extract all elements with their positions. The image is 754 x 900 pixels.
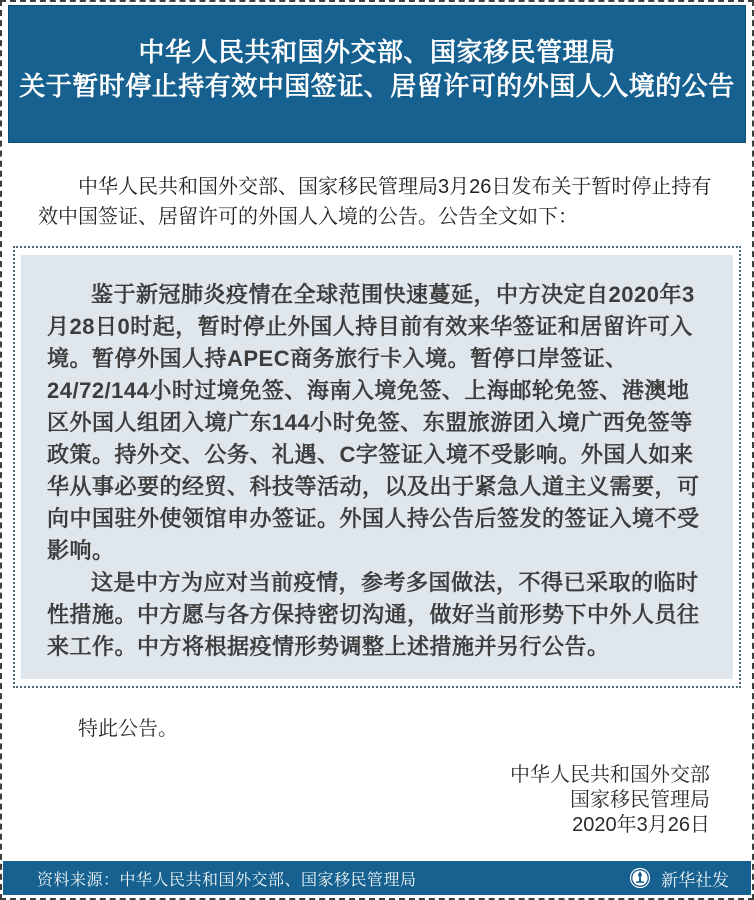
signature-block — [2, 763, 710, 838]
signature-org-1: 中华人民共和国外交部 — [510, 764, 710, 786]
footer-bar — [3, 861, 751, 895]
signature-org-2: 国家移民管理局 — [570, 789, 710, 811]
xinhua-emblem-icon — [629, 867, 651, 889]
intro-paragraph: 中华人民共和国外交部、国家移民管理局3月26日发布关于暂时停止持有效中国签证、居留许可的外国人入境的公告。公告全文如下： — [38, 176, 712, 228]
notice-paragraph-2: 这是中方为应对当前疫情，参考多国做法，不得已采取的临时性措施。中方愿与各方保持密切沟通，做好当前形势下中外人员往来工作。中方将根据疫情形势调整上述措施并另行公告。 — [47, 570, 700, 659]
credit-block — [629, 866, 729, 891]
credit-text: 新华社发 — [661, 870, 729, 890]
notice-box — [13, 246, 741, 688]
title-banner — [8, 5, 746, 143]
signature-date: 2020年3月26日 — [572, 814, 710, 836]
closing-line: 特此公告。 — [78, 718, 178, 740]
notice-paragraph-1: 鉴于新冠肺炎疫情在全球范围快速蔓延，中方决定自2020年3月28日0时起，暂时停止外国人持目前有效来华签证和居留许可入境。暂停外国人持APEC商务旅行卡入境。暂停口岸签证、24/72/144小时过境免签、海南入境免签、上海邮轮免签、港澳地区外国人组团入境广东144小时免签、东盟旅游团入境广西免签等政策。持外交、公务、礼遇、C字签证入境不受影响。外国人如来华从事必要的经贸、科技等活动，以及出于紧急人道主义需要，可向中国驻外使领馆申办签证。外国人持公告后签发的签证入境不受影响。 — [47, 282, 700, 563]
source-text: 资料来源：中华人民共和国外交部、国家移民管理局 — [37, 871, 417, 889]
title-line-2: 关于暂时停止持有效中国签证、居留许可的外国人入境的公告 — [19, 71, 735, 101]
title-line-1: 中华人民共和国外交部、国家移民管理局 — [138, 37, 616, 67]
notice-box-body — [21, 255, 733, 679]
